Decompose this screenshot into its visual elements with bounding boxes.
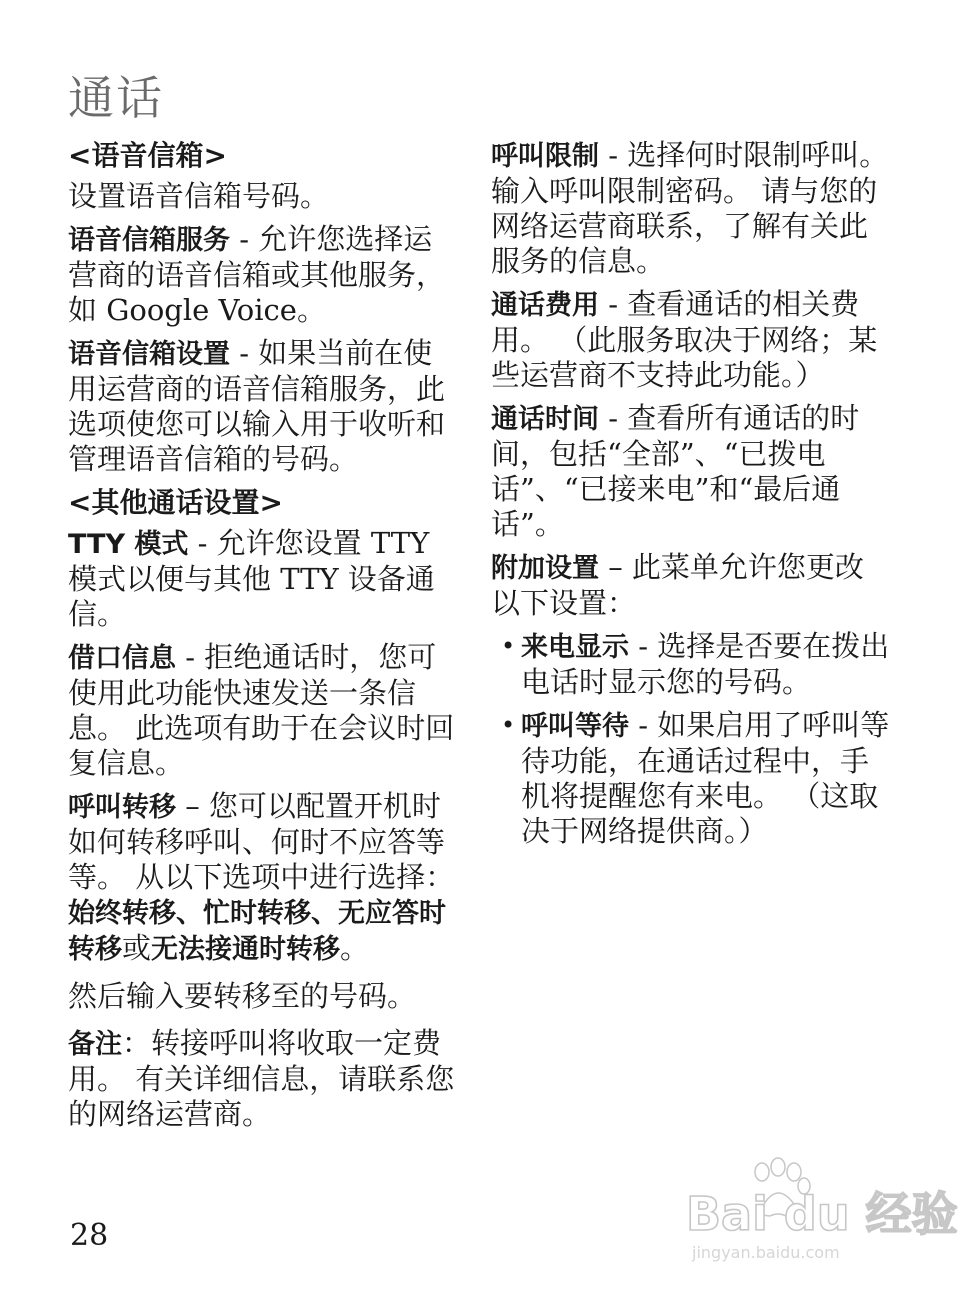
tty-item	[68, 526, 460, 632]
left-column	[68, 138, 460, 1140]
excuse-item	[68, 640, 460, 781]
tty-term: TTY 模式	[68, 529, 189, 560]
tty-desc: - 允许您设置 TTY 模式以便与其他 TTY 设备通信。	[68, 526, 435, 631]
barring-item	[491, 138, 891, 279]
forward-end: 。	[340, 931, 370, 965]
baidu-watermark	[684, 1158, 958, 1268]
note-term: 备注	[68, 1029, 122, 1060]
voicemail-settings-term: 语音信箱设置	[68, 339, 230, 370]
additional-term: 附加设置	[491, 553, 599, 584]
forward-last-option: 无法接通时转移	[151, 934, 341, 965]
other-call-settings-heading: <其他通话设置>	[68, 486, 283, 519]
duration-desc: - 查看所有通话的时间，包括“全部”、“已拨电话”、“已接来电”和“最后通话”。	[491, 401, 860, 541]
watermark-logo: Bai du 经验	[686, 1187, 958, 1241]
forward-options: 始终转移、忙时转移、无应答时转移	[68, 898, 446, 965]
forward-term: 呼叫转移	[68, 792, 176, 823]
voicemail-service-term: 语音信箱服务	[68, 225, 230, 256]
forward-then: 然后输入要转移至的号码。	[68, 979, 417, 1013]
call-waiting-term: 呼叫等待	[521, 711, 629, 742]
voicemail-settings-item	[68, 336, 460, 477]
page-title: 通话	[68, 71, 164, 125]
list-item-caller-id	[491, 629, 891, 700]
cost-term: 通话费用	[491, 290, 599, 321]
voicemail-service-item	[68, 222, 460, 328]
caller-id-desc: - 选择是否要在拨出电话时显示您的号码。	[521, 629, 890, 699]
excuse-desc: - 拒绝通话时，您可使用此功能快速发送一条信息。 此选项有助于在会议时回复信息。	[68, 640, 455, 780]
additional-desc: – 此菜单允许您更改以下设置：	[491, 550, 864, 620]
additional-item	[491, 550, 891, 621]
forward-desc: – 您可以配置开机时如何转移呼叫、何时不应答等等。 从以下选项中进行选择：	[68, 789, 455, 894]
voicemail-desc: 设置语音信箱号码。	[68, 179, 330, 213]
duration-item	[491, 401, 891, 542]
voicemail-settings-desc: - 如果当前在使用运营商的语音信箱服务，此选项使您可以输入用于收听和管理语音信箱的号码。	[68, 336, 446, 476]
caller-id-term: 来电显示	[521, 632, 629, 663]
watermark-url: jingyan.baidu.com	[692, 1243, 840, 1262]
forward-or: 或	[122, 931, 152, 965]
page-number: 28	[70, 1218, 109, 1253]
forward-item	[68, 789, 460, 967]
barring-desc: - 选择何时限制呼叫。 输入呼叫限制密码。 请与您的网络运营商联系，了解有关此服务的信息。	[491, 138, 889, 278]
note-item	[68, 1026, 460, 1132]
excuse-term: 借口信息	[68, 643, 176, 674]
barring-term: 呼叫限制	[491, 141, 599, 172]
cost-item	[491, 287, 891, 393]
cost-desc: - 查看通话的相关费用。 （此服务取决于网络；某些运营商不支持此功能。）	[491, 287, 878, 392]
voicemail-heading: <语音信箱>	[68, 139, 227, 172]
list-item-call-waiting	[491, 708, 891, 849]
voicemail-service-desc: - 允许您选择运营商的语音信箱或其他服务，如 Google Voice。	[68, 222, 446, 327]
call-waiting-desc: - 如果启用了呼叫等待功能，在通话过程中，手机将提醒您有来电。 （这取决于网络提供商。）	[521, 708, 890, 848]
right-column	[491, 138, 891, 857]
duration-term: 通话时间	[491, 404, 599, 435]
note-desc: ：转接呼叫将收取一定费用。 有关详细信息，请联系您的网络运营商。	[68, 1026, 455, 1131]
